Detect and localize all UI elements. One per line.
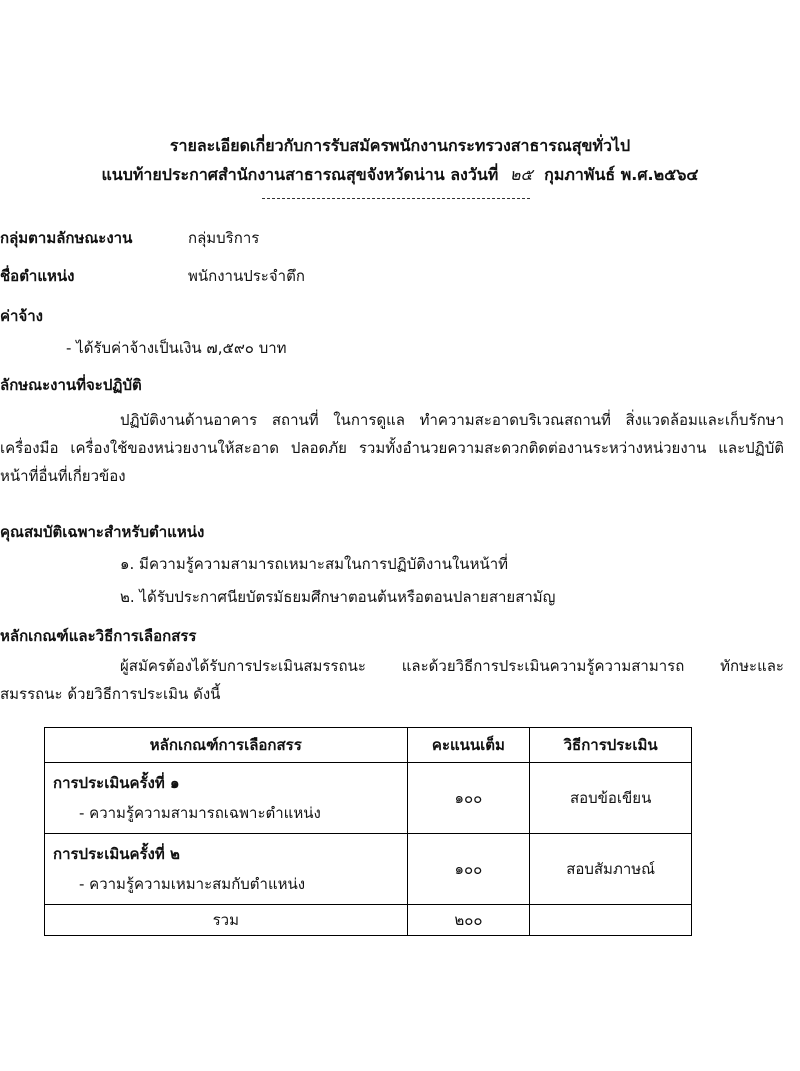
score-cell: ๑๐๐ [407, 763, 530, 834]
total-score: ๒๐๐ [407, 905, 530, 936]
document-subtitle [0, 163, 800, 188]
subtitle-prefix: แนบท้ายประกาศสำนักงานสาธารณสุขจังหวัดน่าน ลงวันที่ [101, 165, 499, 184]
table-header-row [45, 728, 692, 763]
method-cell: สอบสัมภาษณ์ [530, 834, 692, 905]
subtitle-suffix: กุมภาพันธ์ พ.ศ.๒๕๖๔ [544, 165, 699, 184]
duties-text: ปฏิบัติงานด้านอาคาร สถานที่ ในการดูแล ทำความสะอาดบริเวณสถานที่ สิ่งแวดล้อมและเก็บรักษา เครื่องมือ เครื่องใช้ของหน่วยงานให้สะอาด ปลอดภัย รวมทั้งอำนวยความสะดวกติดต่องานระหว่างหน่วยงาน และปฏิบัติหน้าที่อื่นที่เกี่ยวข้อง [0, 411, 784, 485]
handwritten-day: ๒๕ [509, 165, 533, 184]
position-row [0, 264, 75, 288]
criteria-cell [45, 834, 408, 905]
header-method: วิธีการประเมิน [530, 728, 692, 763]
header-full-score: คะแนนเต็ม [407, 728, 530, 763]
criteria-cell [45, 763, 408, 834]
qualifications-heading: คุณสมบัติเฉพาะสำหรับตำแหน่ง [0, 523, 205, 541]
position-label: ชื่อตำแหน่ง [0, 267, 75, 285]
title-divider [262, 198, 530, 199]
job-group-row [0, 226, 132, 250]
selection-text: ผู้สมัครต้องได้รับการประเมินสมรรถนะ และด้วยวิธีการประเมินความรู้ความสามารถ ทักษะและสมรรถนะ ด้วยวิธีการประเมิน ดังนี้ [0, 657, 784, 703]
selection-heading: หลักเกณฑ์และวิธีการเลือกสรร [0, 627, 197, 645]
document-title: รายละเอียดเกี่ยวกับการรับสมัครพนักงานกระทรวงสาธารณสุขทั่วไป [169, 136, 631, 155]
score-cell: ๑๐๐ [407, 834, 530, 905]
wage-text: - ได้รับค่าจ้างเป็นเงิน ๗,๕๙๐ บาท [66, 339, 287, 357]
qualification-item-2: ๒. ได้รับประกาศนียบัตรมัธยมศึกษาตอนต้นหรือตอนปลายสายสามัญ [120, 588, 556, 606]
duties-heading: ลักษณะงานที่จะปฏิบัติ [0, 376, 142, 394]
total-method [530, 905, 692, 936]
criteria-table [44, 727, 692, 936]
table-row [45, 834, 692, 905]
round-label: การประเมินครั้งที่ ๑ [53, 774, 180, 792]
table-total-row [45, 905, 692, 936]
position-value: พนักงานประจำตึก [188, 267, 305, 285]
table-row [45, 763, 692, 834]
total-label: รวม [45, 905, 408, 936]
job-group-label: กลุ่มตามลักษณะงาน [0, 229, 133, 247]
qualification-item-1: ๑. มีความรู้ความสามารถเหมาะสมในการปฏิบัติงานในหน้าที่ [120, 555, 509, 573]
round-label: การประเมินครั้งที่ ๒ [53, 845, 180, 863]
method-cell: สอบข้อเขียน [530, 763, 692, 834]
wage-heading: ค่าจ้าง [0, 307, 43, 325]
round-item: - ความรู้ความเหมาะสมกับตำแหน่ง [79, 875, 306, 893]
header-criteria: หลักเกณฑ์การเลือกสรร [45, 728, 408, 763]
round-item: - ความรู้ความสามารถเฉพาะตำแหน่ง [79, 804, 321, 822]
job-group-value: กลุ่มบริการ [188, 229, 260, 247]
